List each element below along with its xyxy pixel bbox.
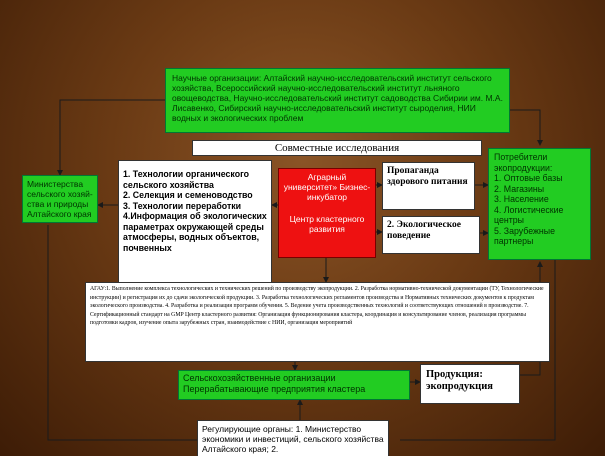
joint-research-label: Совместные исследования bbox=[274, 142, 400, 154]
regulators-box bbox=[197, 420, 389, 456]
technologies-box bbox=[118, 160, 272, 285]
agau-box bbox=[85, 282, 550, 362]
products-text: Продукция: экопродукция bbox=[426, 369, 493, 392]
agri-orgs-box bbox=[178, 370, 410, 400]
university-line: Аграрный университет» Бизнес-инкубатор bbox=[283, 172, 371, 202]
consumers-list bbox=[494, 173, 585, 247]
technology-item: 4.Информация об экологических параметрах окружающей среды атмосферы, водных объектов, почвенных bbox=[123, 211, 267, 253]
consumers-title: Потребители экопродукции: bbox=[494, 152, 553, 173]
university-line: Центр кластерного развития bbox=[289, 214, 365, 234]
consumers-item: 5. Зарубежные партнеры bbox=[494, 225, 555, 246]
university-box bbox=[278, 168, 376, 258]
joint-research-box bbox=[192, 140, 482, 156]
arrow-research-to-consumers bbox=[510, 110, 540, 145]
research-organizations-box bbox=[165, 68, 510, 133]
consumers-item: 1. Оптовые базы bbox=[494, 173, 563, 183]
consumers-box bbox=[488, 148, 591, 260]
consumers-item: 4. Логистические центры bbox=[494, 204, 564, 225]
products-box bbox=[420, 364, 520, 404]
research-organizations-text: Научные организации: Алтайский научно-исследовательский институт сельского хозяйства, Всероссийский научно-исследовательский институт льняного овощеводства, Научно-исследовательский институт садоводства Сибирии им. М.А. Лисавенко, Сибирский научно-исследовательский институт сыроделия, НИИ водных и экологических проблем bbox=[172, 73, 503, 123]
consumers-item: 2. Магазины bbox=[494, 183, 545, 194]
ministry-box bbox=[22, 175, 98, 223]
ministry-text: Министерства сельского хозяй-ства и природы Алтайского края bbox=[27, 179, 93, 219]
technology-item: 1. Технологии органического сельского хозяйства bbox=[123, 169, 250, 190]
regulators-text: Регулирующие органы: 1. Министерство экономики и инвестиций, сельского хозяйства Алтайского края; 2. bbox=[202, 424, 384, 454]
propaganda-text: Пропаганда здорового питания bbox=[387, 166, 468, 187]
ecology-text: 2. Экологическое поведение bbox=[387, 220, 462, 241]
propaganda-box bbox=[382, 162, 475, 210]
technology-item: 3. Технологии переработки bbox=[123, 200, 242, 211]
ecology-box bbox=[382, 216, 480, 254]
agri-orgs-text: Сельскохозяйственные организации Перерабатывающие предприятия кластера bbox=[183, 373, 366, 394]
technology-item: 2. Селекция и семеноводство bbox=[123, 190, 253, 200]
consumers-item: 3. Население bbox=[494, 194, 549, 204]
agau-text: АГАУ:1. Выполнение комплекса технологических и технических решений по производству экопродукции. 2. Разработка нормативно-технической документации (ТУ, Технологические инструкции) и регистрация их до сдачи экологической продукции. 3. Разработка технологических регламентов производства и Нормативных технических документов к продуктам экологического производства. 4. Разработка и реализация программ обучения. 5. Ведение учета производственных технологий и соответствующих отношений в производстве. 7. Сертификационный стандарт на GMP Центр кластерного развития: Организация функционирования кластера, координация и консультирование членов, реализация программы подготовки кадров, изучение опыта зарубежных стран, взаимодействие с НИИ, организация мероприятий bbox=[90, 286, 544, 326]
